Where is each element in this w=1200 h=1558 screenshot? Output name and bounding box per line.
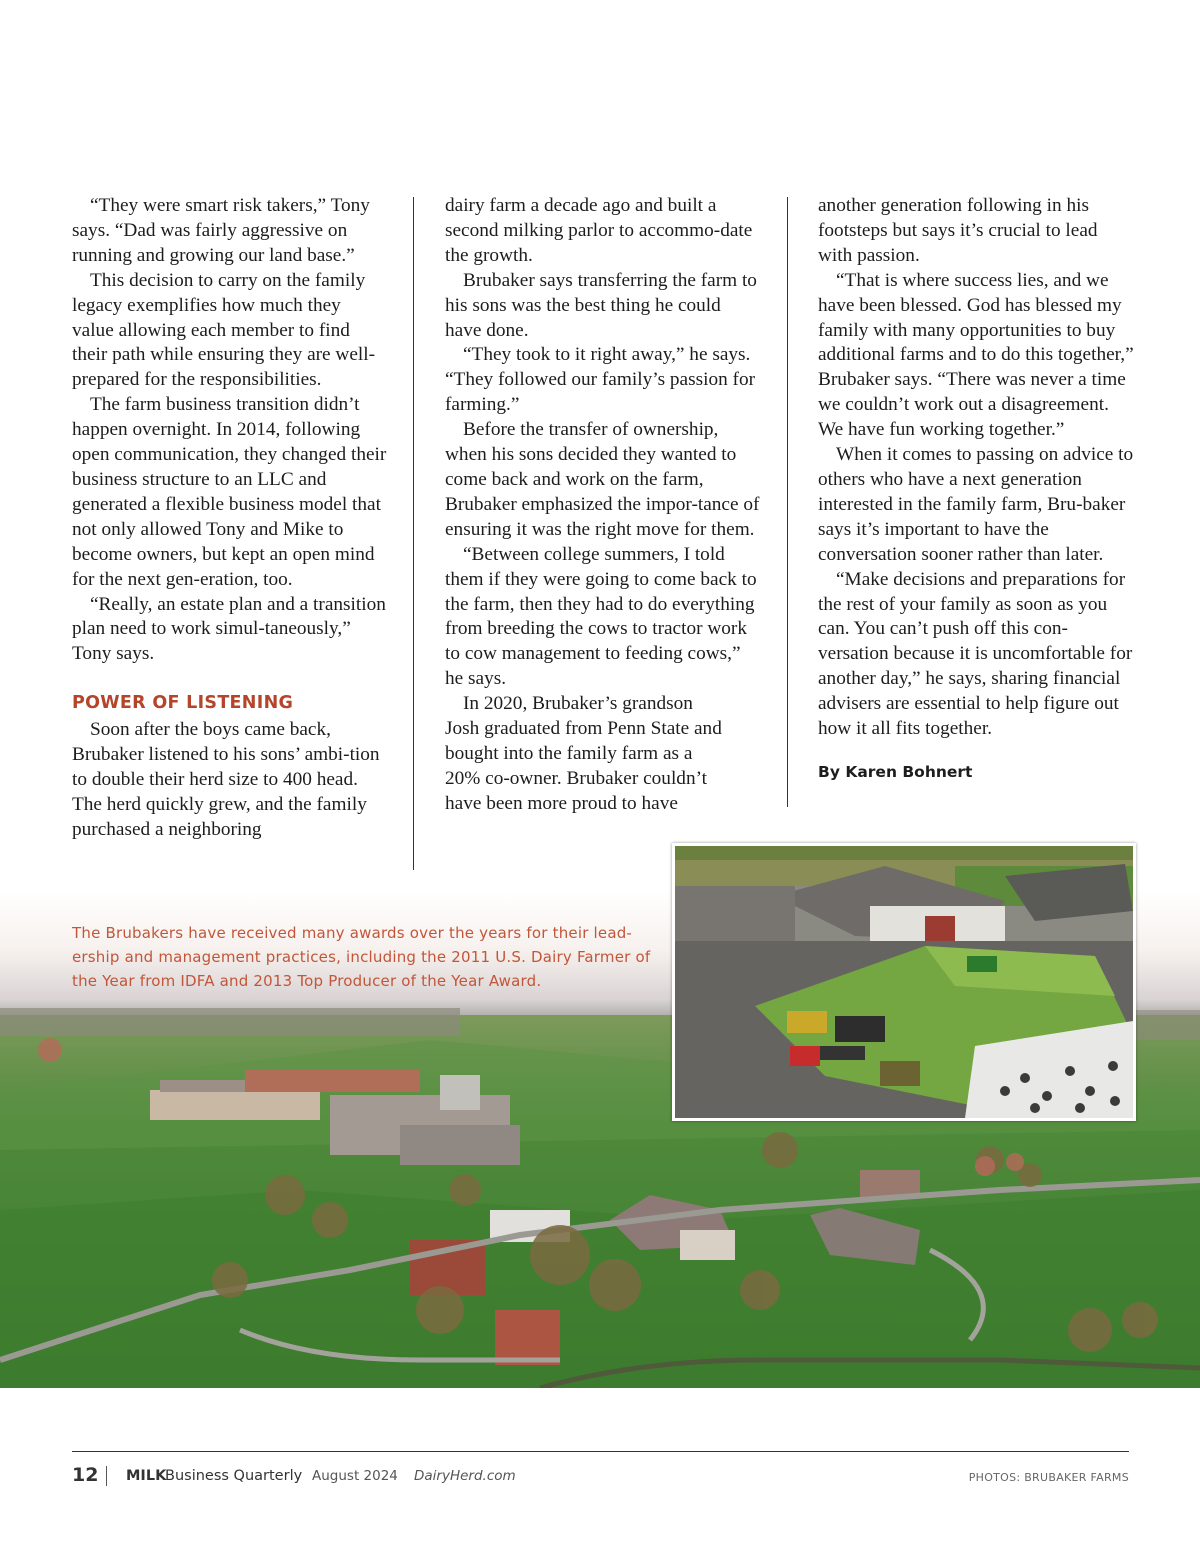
paragraph: “Between college summers, I told them if they were going to come back to the farm, then they had to do everything from breeding the cows to tractor work to cow management to feeding cows,” he says. bbox=[445, 543, 757, 690]
paragraph: “That is where success lies, and we have been blessed. God has blessed my family with many opportunities to buy additional farms and to do this together,” Brubaker says. “There was never a time we couldn’t work out a disagreement. We have fun working together.” bbox=[818, 269, 1134, 441]
page-footer bbox=[72, 1464, 1129, 1494]
paragraph: “They were smart risk takers,” Tony says. “Dad was fairly aggressive on running and growing our land base.” bbox=[72, 195, 370, 266]
paragraph: “Make decisions and preparations for the rest of your family as soon as you can. You can’t push off this con-versation because it is uncomfortable for another day,” he says, sharing financial advisers are essential to help figure out how it all fits together. bbox=[818, 568, 1133, 740]
photo-credit: PHOTOS: BRUBAKER FARMS bbox=[968, 1471, 1129, 1484]
byline: By Karen Bohnert bbox=[818, 762, 973, 781]
paragraph: In 2020, Brubaker’s grandson Josh graduated from Penn State and bought into the family farm as a 20% co-owner. Brubaker couldn’t have been more proud to have bbox=[445, 693, 722, 814]
article-column-3 bbox=[818, 194, 1136, 785]
column-divider bbox=[413, 197, 414, 870]
paragraph: This decision to carry on the family legacy exemplifies how much they value allowing each member to find their path while ensuring they are well-prepared for the responsibilities. bbox=[72, 269, 376, 391]
paragraph: dairy farm a decade ago and built a second milking parlor to accommo-date the growth. bbox=[445, 195, 753, 266]
paragraph: Soon after the boys came back, Brubaker listened to his sons’ ambi-tion to double their herd size to 400 head. The herd quickly grew, and the family purchased a neighboring bbox=[72, 719, 380, 840]
article-column-2 bbox=[445, 194, 760, 817]
paragraph: The farm business transition didn’t happen overnight. In 2014, following open communication, they changed their business structure to an LLC and generated a flexible business model that not only allowed Tony and Mike to become owners, but kept an open mind for the next gen-eration, too. bbox=[72, 394, 387, 590]
issue-date: August 2024 bbox=[312, 1468, 398, 1484]
section-heading: POWER OF LISTENING bbox=[72, 693, 294, 714]
paragraph: another generation following in his footsteps but says it’s crucial to lead with passion. bbox=[818, 195, 1098, 266]
page-number: 12 bbox=[72, 1464, 99, 1486]
article-column-1 bbox=[72, 194, 387, 843]
paragraph: “They took to it right away,” he says. “They followed our family’s passion for farming.” bbox=[445, 344, 756, 416]
photo-caption: The Brubakers have received many awards over the years for their lead-ership and management practices, including the 2011 U.S. Dairy Farmer of the Year from IDFA and 2013 Top Producer of the Year Award. bbox=[72, 924, 651, 990]
paragraph: Before the transfer of ownership, when his sons decided they wanted to come back and work on the farm, Brubaker emphasized the impor-tance of ensuring it was the right move for them. bbox=[445, 419, 760, 540]
website-link[interactable]: DairyHerd.com bbox=[414, 1468, 516, 1484]
footer-divider bbox=[106, 1466, 107, 1486]
magazine-name: Business Quarterly bbox=[165, 1468, 303, 1484]
magazine-name-bold: MILK bbox=[126, 1468, 167, 1484]
paragraph: When it comes to passing on advice to others who have a next generation interested in the family farm, Bru-baker says it’s important to have the conversation sooner rather than later. bbox=[818, 444, 1134, 565]
footer-rule bbox=[72, 1451, 1129, 1452]
paragraph: “Really, an estate plan and a transition plan need to work simul-taneously,” Tony says. bbox=[72, 593, 386, 665]
paragraph: Brubaker says transferring the farm to his sons was the best thing he could have done. bbox=[445, 269, 757, 341]
column-divider bbox=[787, 197, 788, 807]
inset-photo-silage bbox=[672, 843, 1136, 1121]
